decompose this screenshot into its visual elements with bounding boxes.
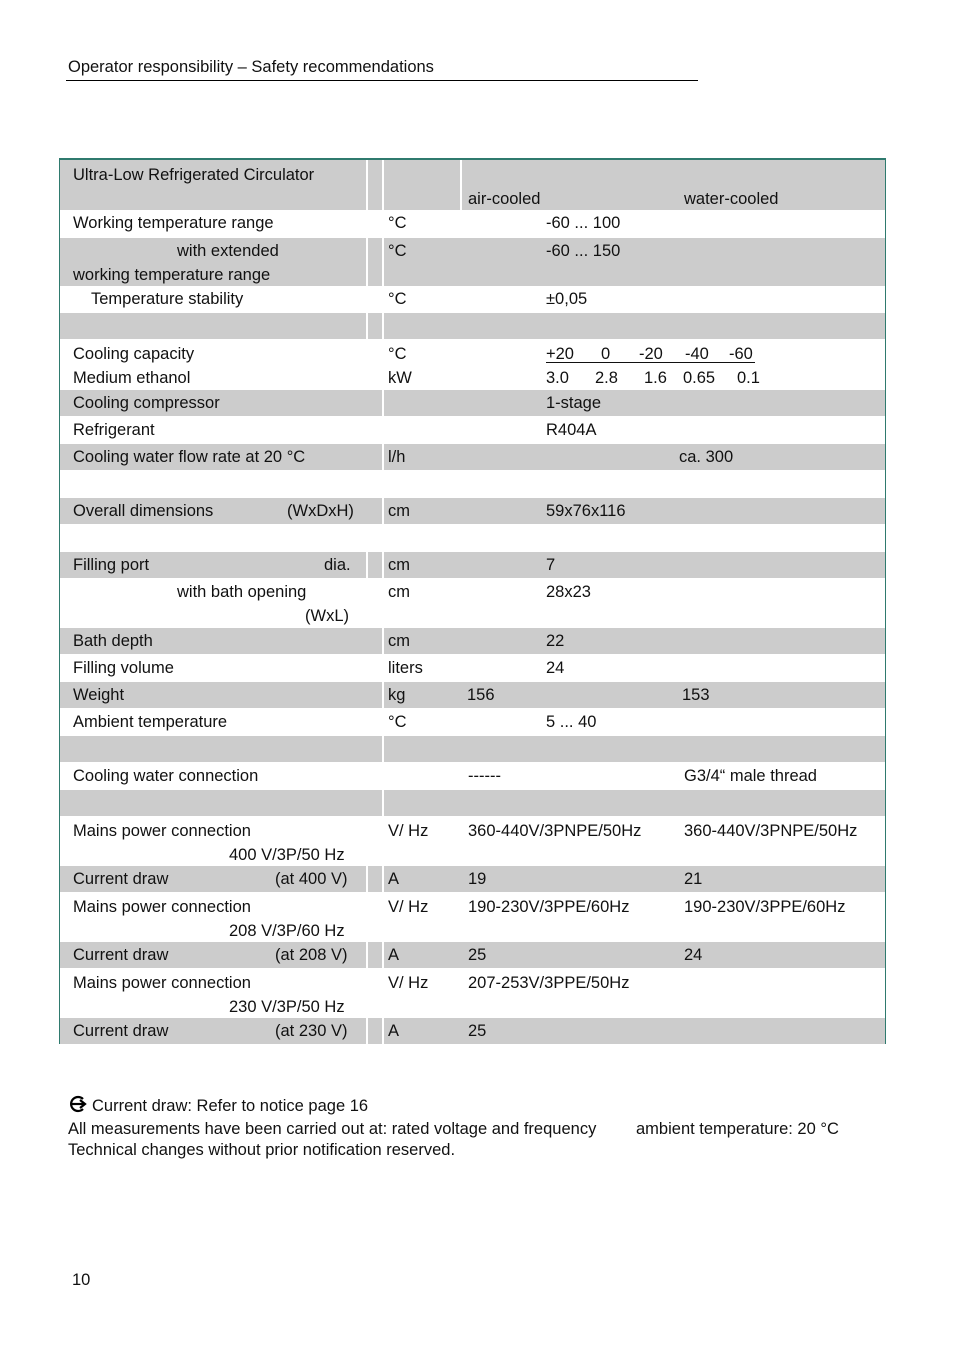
spacer-row bbox=[60, 790, 885, 816]
footnote-text: Current draw: Refer to notice page 16 bbox=[92, 1097, 369, 1115]
table-row bbox=[60, 417, 885, 443]
footnote-current-draw bbox=[68, 1094, 368, 1117]
row-unit: V/ Hz bbox=[388, 974, 429, 992]
row-value-water: 190-230V/3PPE/60Hz bbox=[684, 898, 846, 916]
table-header-row bbox=[60, 160, 885, 210]
page-number: 10 bbox=[72, 1271, 91, 1289]
table-row bbox=[60, 866, 885, 892]
row-unit: cm bbox=[388, 502, 410, 520]
row-label: Cooling water connection bbox=[73, 767, 259, 785]
footnote-measurements bbox=[68, 1118, 596, 1140]
spec-table bbox=[59, 158, 886, 1044]
row-label: Overall dimensions bbox=[73, 502, 214, 520]
row-value-air: 360-440V/3PNPE/50Hz bbox=[468, 822, 642, 840]
row-sublabel: dia. bbox=[324, 556, 351, 574]
row-value-water: G3/4“ male thread bbox=[684, 767, 817, 785]
table-row bbox=[60, 709, 885, 735]
col-water-cooled: water-cooled bbox=[684, 190, 779, 208]
row-sublabel: (at 208 V) bbox=[275, 946, 348, 964]
row-sublabel: 400 V/3P/50 Hz bbox=[229, 846, 345, 864]
row-value: ca. 300 bbox=[679, 448, 734, 466]
row-value: 1-stage bbox=[546, 394, 602, 412]
row-value: R404A bbox=[546, 421, 597, 439]
row-label: Medium ethanol bbox=[73, 369, 191, 387]
page-header-title: Operator responsibility – Safety recommendations bbox=[68, 58, 434, 76]
row-label: working temperature range bbox=[73, 266, 271, 284]
row-label: Cooling compressor bbox=[73, 394, 220, 412]
row-sublabel: 230 V/3P/50 Hz bbox=[229, 998, 345, 1016]
row-unit: A bbox=[388, 1022, 400, 1040]
col-air-cooled: air-cooled bbox=[468, 190, 541, 208]
row-value-water: 21 bbox=[684, 870, 703, 888]
kw-value: 2.8 bbox=[595, 369, 618, 387]
kw-value: 0.65 bbox=[683, 369, 716, 387]
row-label: Mains power connection bbox=[73, 822, 251, 840]
spacer-row bbox=[60, 313, 885, 339]
row-label: Current draw bbox=[73, 946, 169, 964]
row-value-air: ------ bbox=[468, 767, 501, 785]
table-row bbox=[60, 498, 885, 524]
row-unit: V/ Hz bbox=[388, 822, 429, 840]
footnote-changes bbox=[68, 1139, 455, 1161]
row-value-water: 153 bbox=[682, 686, 710, 704]
kw-value: 1.6 bbox=[644, 369, 667, 387]
row-value: 24 bbox=[546, 659, 565, 677]
footnote-text: ambient temperature: 20 °C bbox=[636, 1120, 839, 1138]
row-unit: V/ Hz bbox=[388, 898, 429, 916]
row-label: with bath opening bbox=[177, 583, 307, 601]
table-title: Ultra-Low Refrigerated Circulator bbox=[73, 166, 315, 184]
table-row bbox=[60, 763, 885, 789]
table-row bbox=[60, 1018, 885, 1044]
row-value: -60 ... 100 bbox=[546, 214, 621, 232]
spacer-row bbox=[60, 736, 885, 762]
row-value-air: 25 bbox=[468, 1022, 487, 1040]
row-label: Weight bbox=[73, 686, 125, 704]
row-unit: kg bbox=[388, 686, 406, 704]
row-label: Cooling water flow rate at 20 °C bbox=[73, 448, 306, 466]
row-unit: °C bbox=[388, 214, 407, 232]
row-unit: °C bbox=[388, 713, 407, 731]
row-label: Mains power connection bbox=[73, 974, 251, 992]
row-unit: cm bbox=[388, 632, 410, 650]
row-value: -60 ... 150 bbox=[546, 242, 621, 260]
table-row bbox=[60, 210, 885, 236]
row-unit: °C bbox=[388, 290, 407, 308]
table-row bbox=[60, 238, 885, 286]
header-rule bbox=[66, 80, 698, 81]
row-unit: A bbox=[388, 870, 400, 888]
row-value: 5 ... 40 bbox=[546, 713, 597, 731]
footnote-ambient bbox=[636, 1118, 839, 1140]
table-row bbox=[60, 969, 885, 1017]
table-row bbox=[60, 390, 885, 416]
row-label: Current draw bbox=[73, 1022, 169, 1040]
kw-value: 0.1 bbox=[737, 369, 760, 387]
table-row bbox=[60, 942, 885, 968]
row-value-air: 25 bbox=[468, 946, 487, 964]
row-value: 7 bbox=[546, 556, 556, 574]
table-row bbox=[60, 655, 885, 681]
row-value: ±0,05 bbox=[546, 290, 588, 308]
row-unit: A bbox=[388, 946, 400, 964]
row-label: Mains power connection bbox=[73, 898, 251, 916]
row-label: Temperature stability bbox=[91, 290, 244, 308]
row-unit: liters bbox=[388, 659, 423, 677]
spacer-row bbox=[60, 525, 885, 551]
row-label: Bath depth bbox=[73, 632, 153, 650]
row-unit: °C bbox=[388, 242, 407, 260]
row-sublabel: 208 V/3P/60 Hz bbox=[229, 922, 345, 940]
table-row bbox=[60, 893, 885, 941]
table-row bbox=[60, 552, 885, 578]
footnote-text: Technical changes without prior notification reserved. bbox=[68, 1141, 456, 1159]
table-row: Cooling capacity Medium ethanol °C kW +20 0 -20 -40 -60 3.0 2.8 1.6 0.65 0.1 bbox=[60, 340, 885, 390]
row-value: 28x23 bbox=[546, 583, 591, 601]
row-value: 59x76x116 bbox=[546, 502, 626, 520]
row-value: 22 bbox=[546, 632, 565, 650]
table-row bbox=[60, 628, 885, 654]
row-label: Refrigerant bbox=[73, 421, 155, 439]
row-value-water: 360-440V/3PNPE/50Hz bbox=[684, 822, 858, 840]
row-value-air: 190-230V/3PPE/60Hz bbox=[468, 898, 630, 916]
table-row bbox=[60, 444, 885, 470]
table-row bbox=[60, 579, 885, 627]
table-row bbox=[60, 286, 885, 312]
row-unit: °C bbox=[388, 345, 407, 363]
row-label: Ambient temperature bbox=[73, 713, 228, 731]
row-sublabel: (at 230 V) bbox=[275, 1022, 348, 1040]
row-label: Working temperature range bbox=[73, 214, 274, 232]
row-label: with extended bbox=[177, 242, 279, 260]
footnote-text: All measurements have been carried out at: rated voltage and frequency bbox=[68, 1120, 597, 1138]
row-label: Cooling capacity bbox=[73, 345, 195, 363]
row-sublabel: (WxL) bbox=[305, 607, 349, 625]
row-sublabel: (at 400 V) bbox=[275, 870, 348, 888]
row-value-air: 156 bbox=[467, 686, 495, 704]
spacer-row bbox=[60, 471, 885, 497]
row-value-air: 207-253V/3PPE/50Hz bbox=[468, 974, 630, 992]
row-unit: cm bbox=[388, 556, 410, 574]
row-label: Filling volume bbox=[73, 659, 174, 677]
table-row bbox=[60, 682, 885, 708]
kw-value: 3.0 bbox=[546, 369, 569, 387]
row-unit: l/h bbox=[388, 448, 406, 466]
row-unit: cm bbox=[388, 583, 410, 601]
table-row bbox=[60, 817, 885, 865]
row-label: Current draw bbox=[73, 870, 169, 888]
row-label: Filling port bbox=[73, 556, 150, 574]
arrow-right-icon bbox=[68, 1094, 88, 1114]
row-value-air: 19 bbox=[468, 870, 487, 888]
row-value-water: 24 bbox=[684, 946, 703, 964]
row-sublabel: (WxDxH) bbox=[287, 502, 354, 520]
row-unit: kW bbox=[388, 369, 412, 387]
